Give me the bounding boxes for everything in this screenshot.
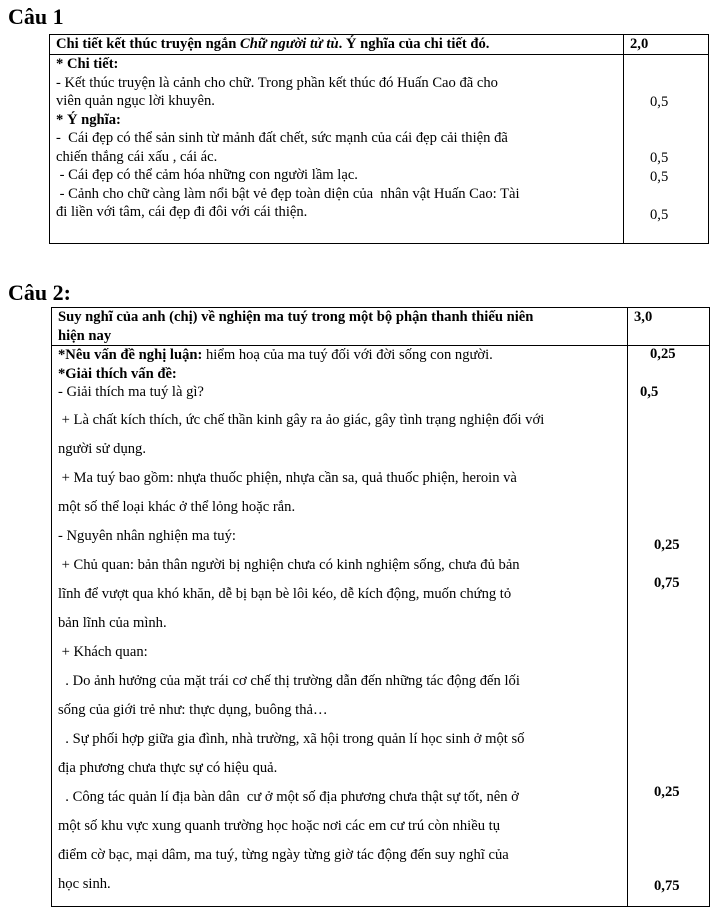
question-1-total-score: 2,0 bbox=[624, 35, 709, 55]
story-title: Chữ người tử tù bbox=[240, 36, 339, 52]
answer-line: . Do ảnh hưởng của mặt trái cơ chế thị trường dẫn đến những tác động đến lối bbox=[58, 672, 520, 689]
answer-line: + Là chất kích thích, ức chế thần kinh gây ra ảo giác, gây tình trạng nghiện đối với bbox=[58, 411, 545, 428]
issue-label: *Nêu vấn đề nghị luận: bbox=[58, 347, 203, 363]
answer-line: một số thể loại khác ở thể lỏng hoặc rắn. bbox=[58, 498, 296, 515]
score: 0,5 bbox=[640, 384, 659, 400]
answer-line: một số khu vực xung quanh trường học hoặc nơi các em cư trú còn nhiều tụ bbox=[58, 817, 501, 834]
score: 0,5 bbox=[650, 207, 669, 223]
question-2-total-score: 3,0 bbox=[628, 308, 710, 346]
meaning-label: * Ý nghĩa: bbox=[56, 111, 121, 128]
answer-line: . Sự phối hợp giữa gia đình, nhà trường, xã hội trong quản lí học sinh ở một số bbox=[58, 730, 525, 747]
answer-line: sống của giới trẻ như: thực dụng, buông thả… bbox=[58, 701, 328, 718]
score: 0,25 bbox=[654, 537, 680, 553]
question-1-answer: * Chi tiết: - Kết thúc truyện là cảnh cho chữ. Trong phần kết thúc đó Huấn Cao đã cho viên quản ngục lời khuyên. * Ý nghĩa: - Cái đẹp có thể sản sinh từ mảnh đất chết, sức mạnh của cái đẹp cải thiện đã chiến thắng cái xấu , cái ác. - Cái đẹp có thể cảm hóa những con người lầm lạc. - Cảnh cho chữ càng làm nổi bật vẻ đẹp toàn diện của nhân vật Huấn Cao: Tài đi liền với tâm, cái đẹp đi đôi với cái thiện. bbox=[50, 55, 624, 244]
answer-line: + Khách quan: bbox=[58, 643, 148, 660]
answer-line: học sinh. bbox=[58, 875, 111, 892]
explain-label: *Giải thích vấn đề: bbox=[58, 365, 177, 382]
score: 0,5 bbox=[650, 169, 669, 185]
answer-line: + Ma tuý bao gồm: nhựa thuốc phiện, nhựa cần sa, quả thuốc phiện, heroin và bbox=[58, 469, 517, 486]
score: 0,75 bbox=[654, 575, 680, 591]
question-2-heading: Câu 2: bbox=[8, 280, 71, 305]
score: 0,25 bbox=[650, 346, 676, 362]
score: 0,5 bbox=[650, 94, 669, 110]
answer-line: bản lĩnh của mình. bbox=[58, 614, 167, 631]
question-2-scores bbox=[628, 346, 710, 907]
answer-line: lĩnh để vượt qua khó khăn, dễ bị bạn bè lôi kéo, dễ kích động, muốn chứng tỏ bbox=[58, 585, 512, 602]
question-1-prompt: Chi tiết kết thúc truyện ngắn Chữ người tử tù. Ý nghĩa của chi tiết đó. bbox=[50, 35, 624, 55]
answer-line: người sử dụng. bbox=[58, 440, 146, 457]
answer-line: điểm cờ bạc, mại dâm, ma tuý, từng ngày từng giờ tác động đến suy nghĩ của bbox=[58, 846, 509, 863]
answer-line: - Nguyên nhân nghiện ma tuý: bbox=[58, 527, 236, 544]
score: 0,5 bbox=[650, 150, 669, 166]
answer-line: địa phương chưa thực sự có hiệu quả. bbox=[58, 759, 278, 776]
detail-label: * Chi tiết: bbox=[56, 56, 119, 72]
question-1-scores bbox=[624, 55, 709, 244]
question-1-heading: Câu 1 bbox=[8, 4, 64, 29]
question-2-prompt: Suy nghĩ của anh (chị) về nghiện ma tuý trong một bộ phận thanh thiếu niên hiện nay bbox=[52, 308, 628, 346]
question-1-table bbox=[49, 34, 709, 244]
answer-line: + Chủ quan: bản thân người bị nghiện chưa có kinh nghiệm sống, chưa đủ bản bbox=[58, 556, 520, 573]
score: 0,25 bbox=[654, 784, 680, 800]
answer-line: . Công tác quản lí địa bàn dân cư ở một số địa phương chưa thật sự tốt, nên ở bbox=[58, 788, 519, 805]
question-2-table bbox=[51, 307, 710, 907]
score: 0,75 bbox=[654, 878, 680, 894]
question-2-answer: *Nêu vấn đề nghị luận: hiểm hoạ của ma tuý đối với đời sống con người. *Giải thích vấn đề: - Giải thích ma tuý là gì? + Là chất kích thích, ức chế thần kinh gây ra ảo giác, gây tình trạng nghiện đối với người sử dụng. + Ma tuý bao gồm: nhựa thuốc phiện, nhựa cần sa, quả thuốc phiện, heroin và một số thể loại khác ở thể lỏng hoặc rắn. - Nguyên nhân nghiện ma tuý: + Chủ quan: bản thân người bị nghiện chưa có kinh nghiệm sống, chưa đủ bản lĩnh để vượt qua khó khăn, dễ bị bạn bè lôi kéo, dễ kích động, muốn chứng tỏ bản lĩnh của mình. + Khách quan: . Do ảnh hưởng của mặt trái cơ chế thị trường dẫn đến những tác động đến lối sống của giới trẻ như: thực dụng, buông thả… . Sự phối hợp giữa gia đình, nhà trường, xã hội trong quản lí học sinh ở một số địa phương chưa thực sự có hiệu quả. . Công tác quản lí địa bàn dân cư ở một số địa phương chưa thật sự tốt, nên ở một số khu vực xung quanh trường học hoặc nơi các em cư trú còn nhiều tụ điểm cờ bạc, mại dâm, ma tuý, từng ngày từng giờ tác động đến suy nghĩ của học sinh. bbox=[52, 346, 628, 907]
